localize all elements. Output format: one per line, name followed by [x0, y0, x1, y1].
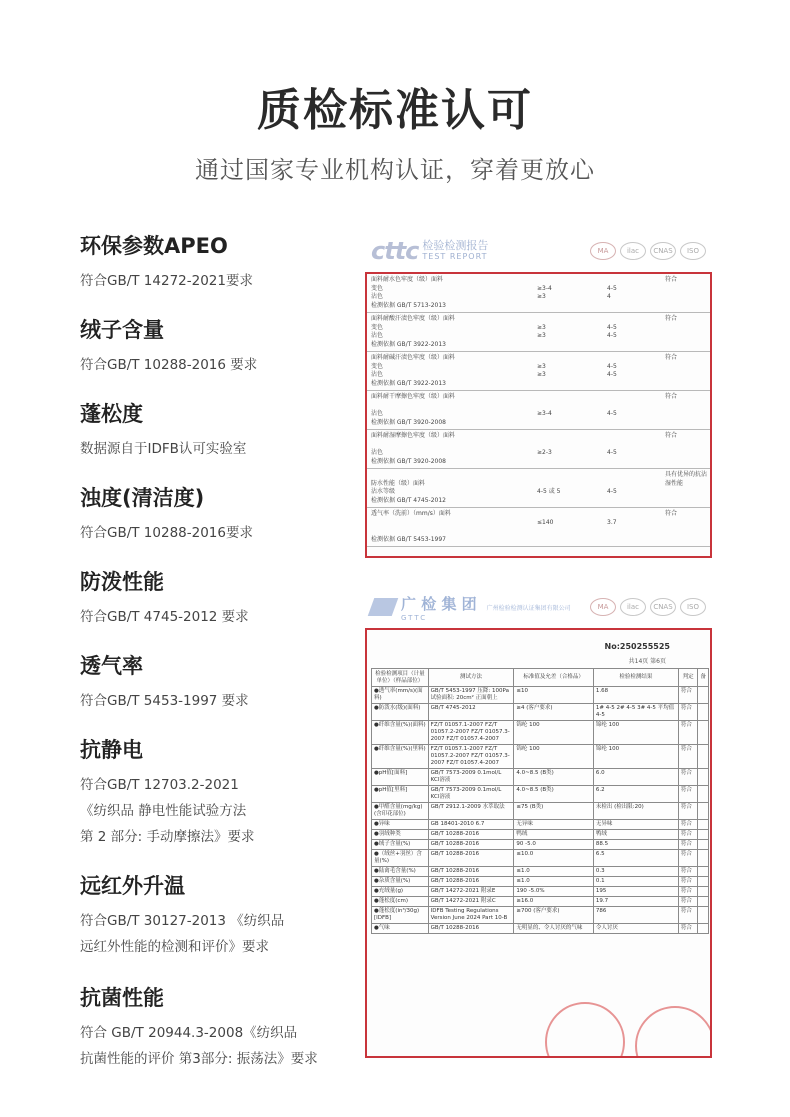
report-cell: 4-5 [607, 488, 617, 495]
table-cell: 符合 [678, 786, 698, 803]
table-cell: 符合 [678, 704, 698, 721]
table-cell: ●蓬松度(cm) [372, 897, 429, 907]
report-cell: ≥3-4 [537, 284, 552, 292]
table-cell: GB/T 14272-2021 附录E [428, 887, 514, 897]
report-cell: 面料耐酸汗渍色牢度（级）面料 [371, 315, 456, 322]
ilac-seal-icon: ilac [620, 598, 646, 616]
cttc-logo: cttc [371, 237, 419, 265]
table-cell: 鸭绒 [514, 830, 594, 840]
table-cell [698, 820, 709, 830]
report-cell: ≥2-3 [537, 449, 552, 456]
spec-desc: 符合 GB/T 20944.3-2008《纺织品 抗菌性能的评价 第3部分: 振荡法》要求 [80, 1025, 318, 1067]
table-cell: ●甲醛含量(mg/kg)(含印花部位) [372, 803, 429, 820]
table-cell [698, 830, 709, 840]
report-cell: 4 [607, 293, 611, 300]
report-cell: 符合 [665, 276, 678, 283]
report-cell: 变色 [371, 323, 384, 331]
table-row [372, 850, 709, 867]
page-title: 质检标准认可 [257, 85, 533, 136]
report-section [367, 391, 710, 430]
spec-item [80, 232, 360, 294]
report-number: No:250255525 [604, 642, 670, 651]
table-header: 判定 [678, 669, 698, 687]
table-cell: ●纤维含量(%)(里料) [372, 745, 429, 769]
report-cell: 面料耐碱汗渍色牢度（级）面料 [371, 354, 456, 361]
table-cell [698, 769, 709, 786]
report-highlight-frame [365, 628, 712, 1058]
table-cell: GB 18401-2010 6.7 [428, 820, 514, 830]
spec-title: 环保参数APEO [80, 234, 228, 258]
spec-item [80, 872, 360, 960]
table-cell: 符合 [678, 820, 698, 830]
spec-item [80, 316, 360, 378]
table-cell: ●防泼水(级)(面料) [372, 704, 429, 721]
table-row [372, 840, 709, 850]
table-cell: 19.7 [593, 897, 678, 907]
report-section [367, 508, 710, 547]
table-row [372, 924, 709, 934]
table-header: 检验检测项目（计量单位）（样品部位） [372, 669, 429, 687]
report-cell: 透气率（洗前）（mm/s）面料 [371, 510, 451, 517]
table-cell: 未检出 (检出限:20) [593, 803, 678, 820]
spec-desc: 符合GB/T 12703.2-2021 《纺织品 静电性能试验方法 第 2 部分: 手动摩擦法》要求 [80, 777, 255, 845]
table-cell: ●杂质含量(%) [372, 877, 429, 887]
report-cell: 沾水等级 [371, 488, 396, 495]
report-cell: 检测依据 GB/T 5453-1997 [371, 535, 446, 543]
table-cell: 符合 [678, 877, 698, 887]
table-cell: 195 [593, 887, 678, 897]
table-cell: 无异味 [514, 820, 594, 830]
table-cell: ●pH值[面料] [372, 769, 429, 786]
table-cell: GB/T 7573-2009 0.1mol/L KCl溶液 [428, 769, 514, 786]
table-cell: 88.5 [593, 840, 678, 850]
spec-title: 绒子含量 [80, 318, 164, 342]
gttc-logo: 广 检 集 团 GTTC [401, 594, 477, 622]
spec-desc: 数据源自于IDFB认可实验室 [80, 441, 247, 457]
report-cell: ≤140 [537, 518, 554, 526]
report-section [367, 313, 710, 352]
cert-logos [590, 242, 712, 260]
table-cell: 符合 [678, 924, 698, 934]
report-cell: ≥3-4 [537, 410, 552, 417]
table-cell [698, 850, 709, 867]
report-cell: 符合 [665, 354, 678, 361]
iso-seal-icon: ISO [680, 242, 706, 260]
report-cell: 沾色 [371, 410, 384, 417]
table-cell: GB/T 5453-1997 压降: 100Pa 试验面积: 20cm² 正面朝上 [428, 687, 514, 704]
table-cell: ●透气率(mm/s)(面料) [372, 687, 429, 704]
table-cell: 符合 [678, 887, 698, 897]
gttc-company-name: 广州检验检测认证集团有限公司 [486, 604, 571, 612]
report-highlight-frame [365, 272, 712, 558]
table-cell: ●pH值[里料] [372, 786, 429, 803]
spec-desc: 符合GB/T 30127-2013 《纺织品 远红外性能的检测和评价》要求 [80, 913, 285, 955]
report-cell: 符合 [665, 315, 678, 322]
report-cell: 沾色 [371, 371, 384, 378]
spec-title: 防泼性能 [80, 570, 164, 594]
table-cell: GB/T 10288-2016 [428, 877, 514, 887]
table-cell: ≤1.0 [514, 877, 594, 887]
table-cell: ●羽绒种类 [372, 830, 429, 840]
spec-title: 浊度(清洁度) [80, 486, 205, 510]
table-cell: GB/T 10288-2016 [428, 867, 514, 877]
table-cell: GB/T 7573-2009 0.1mol/L KCl溶液 [428, 786, 514, 803]
table-cell: GB/T 10288-2016 [428, 850, 514, 867]
report-page: 共14页 第6页 [628, 658, 666, 665]
report-cell: 4-5 [607, 323, 617, 331]
table-row [372, 897, 709, 907]
red-seal-stamp-icon [545, 1002, 625, 1058]
report-cell: 4-5 [607, 410, 617, 417]
table-cell: 符合 [678, 745, 698, 769]
table-cell [698, 897, 709, 907]
red-seal-stamp-icon [635, 1006, 712, 1058]
report-cell: ≥3 [537, 362, 546, 370]
report-cell: 变色 [371, 362, 384, 370]
report-cell: 变色 [371, 284, 384, 292]
table-cell: ●绒子含量(%) [372, 840, 429, 850]
table-cell: GB/T 14272-2021 附录C [428, 897, 514, 907]
table-cell [698, 687, 709, 704]
table-header: 测试方法 [428, 669, 514, 687]
cma-seal-icon: MA [590, 598, 616, 616]
report-section [367, 274, 710, 313]
table-cell: ●蓬松度(in³/30g)[IDFB] [372, 907, 429, 924]
table-cell: ≥4 (客户要求) [514, 704, 594, 721]
table-cell [698, 867, 709, 877]
spec-item [80, 484, 360, 546]
table-cell [698, 704, 709, 721]
report-cell: 4-5 [607, 362, 617, 370]
gttc-logo-icon [368, 598, 399, 616]
table-cell: GB/T 10288-2016 [428, 830, 514, 840]
table-cell: 0.3 [593, 867, 678, 877]
table-cell: 锦纶 100 [593, 721, 678, 745]
report-cell: 检测依据 GB/T 3920-2008 [371, 457, 446, 465]
table-cell: ≥700 (客户要求) [514, 907, 594, 924]
table-cell: 符合 [678, 850, 698, 867]
table-cell: GB/T 10288-2016 [428, 924, 514, 934]
spec-desc: 符合GB/T 4745-2012 要求 [80, 609, 249, 625]
report-cell: 4-5 [607, 284, 617, 292]
table-cell: 无明显的、令人讨厌的气味 [514, 924, 594, 934]
table-row [372, 745, 709, 769]
report-cell: 4-5 [607, 449, 617, 456]
report-cell: 具有优异的抗沾湿性能 [665, 471, 708, 487]
table-row [372, 721, 709, 745]
table-cell: 符合 [678, 867, 698, 877]
table-header-row [372, 669, 709, 687]
report-cell: 检测依据 GB/T 3920-2008 [371, 418, 446, 426]
report-cell: 面料耐湿摩擦色牢度（级）面料 [371, 432, 456, 439]
table-cell: ●（绒丝+羽丝）含量(%) [372, 850, 429, 867]
table-row [372, 820, 709, 830]
table-cell: 符合 [678, 840, 698, 850]
report-cell: 符合 [665, 432, 678, 439]
report-cell: 检测依据 GB/T 3922-2013 [371, 340, 446, 348]
table-cell: GB/T 10288-2016 [428, 840, 514, 850]
table-cell: 4.0~8.5 (B类) [514, 786, 594, 803]
table-cell [698, 924, 709, 934]
table-cell: 无异味 [593, 820, 678, 830]
table-cell: ≤75 (B类) [514, 803, 594, 820]
report-cell: 沾色 [371, 332, 384, 339]
table-cell: ●纤维含量(%)(面料) [372, 721, 429, 745]
report-cell: 4-5 [607, 371, 617, 378]
iso-seal-icon: ISO [680, 598, 706, 616]
table-cell: ●陆禽毛含量(%) [372, 867, 429, 877]
table-cell [698, 803, 709, 820]
spec-title: 抗静电 [80, 738, 143, 762]
table-cell: 符合 [678, 897, 698, 907]
report-cell: ≥3 [537, 323, 546, 331]
table-row [372, 830, 709, 840]
report-cell: 面料耐水色牢度（级）面料 [371, 276, 444, 283]
report-cell: 3.7 [607, 518, 617, 526]
cert-logos [590, 598, 712, 616]
report-section [367, 352, 710, 391]
spec-item [80, 984, 360, 1072]
table-row [372, 786, 709, 803]
cma-seal-icon: MA [590, 242, 616, 260]
table-cell: 锦纶 100 [514, 745, 594, 769]
table-cell: IDFB Testing Regulations Version June 2024 Part 10-B [428, 907, 514, 924]
spec-desc: 符合GB/T 10288-2016 要求 [80, 357, 258, 373]
table-cell: FZ/T 01057.1-2007 FZ/T 01057.2-2007 FZ/T 01057.3-2007 FZ/T 01057.4-2007 [428, 721, 514, 745]
table-cell: 符合 [678, 721, 698, 745]
test-report-gttc [365, 588, 712, 1058]
table-cell: 4.0~8.5 (B类) [514, 769, 594, 786]
table-cell [698, 721, 709, 745]
ilac-seal-icon: ilac [620, 242, 646, 260]
table-cell [698, 877, 709, 887]
table-row [372, 769, 709, 786]
table-cell: 190 -5.0% [514, 887, 594, 897]
table-row [372, 887, 709, 897]
table-cell: 符合 [678, 687, 698, 704]
report-cell: 符合 [665, 393, 678, 400]
table-cell: ≤1.0 [514, 867, 594, 877]
table-header: 检验检测结果 [593, 669, 678, 687]
test-report-cttc [365, 230, 712, 560]
spec-title: 透气率 [80, 654, 143, 678]
table-row [372, 907, 709, 924]
spec-item [80, 400, 360, 462]
table-cell: ●充绒量(g) [372, 887, 429, 897]
spec-item [80, 568, 360, 630]
table-cell: 符合 [678, 830, 698, 840]
table-cell: 锦纶 100 [514, 721, 594, 745]
table-cell: ≥16.0 [514, 897, 594, 907]
table-cell: 0.1 [593, 877, 678, 887]
report-cell: 检测依据 GB/T 3922-2013 [371, 379, 446, 387]
report-cell: ≥3 [537, 371, 546, 378]
spec-title: 蓬松度 [80, 402, 143, 426]
report-cell: 沾色 [371, 449, 384, 456]
table-cell: ≤10 [514, 687, 594, 704]
table-cell [698, 786, 709, 803]
table-cell: 6.5 [593, 850, 678, 867]
report-cell: ≥3 [537, 293, 546, 300]
table-cell: FZ/T 01057.1-2007 FZ/T 01057.2-2007 FZ/T 01057.3-2007 FZ/T 01057.4-2007 [428, 745, 514, 769]
report-section [367, 430, 710, 469]
report-cell: 防水性能（级）面料 [371, 479, 426, 487]
table-row [372, 877, 709, 887]
table-header: 标准值及允差（合格品） [514, 669, 594, 687]
table-cell [698, 840, 709, 850]
table-cell: 锦纶 100 [593, 745, 678, 769]
table-header: 备 [698, 669, 709, 687]
table-cell: GB/T 2912.1-2009 水萃取法 [428, 803, 514, 820]
report-cell: 4-5 [607, 332, 617, 339]
table-cell: 90 -5.0 [514, 840, 594, 850]
report-header [365, 230, 712, 272]
table-row [372, 803, 709, 820]
spec-title: 远红外升温 [80, 874, 185, 898]
spec-item [80, 736, 360, 850]
table-cell: 786 [593, 907, 678, 924]
table-cell: 符合 [678, 803, 698, 820]
table-cell: GB/T 4745-2012 [428, 704, 514, 721]
table-cell: ●气味 [372, 924, 429, 934]
spec-desc: 符合GB/T 5453-1997 要求 [80, 693, 249, 709]
table-cell: 符合 [678, 907, 698, 924]
table-row [372, 867, 709, 877]
report-cell: 4-5 或 5 [537, 488, 561, 495]
report-cell: 检测依据 GB/T 5713-2013 [371, 301, 446, 309]
spec-desc: 符合GB/T 10288-2016要求 [80, 525, 253, 541]
table-cell: 符合 [678, 769, 698, 786]
table-row [372, 687, 709, 704]
report-header [365, 588, 712, 626]
page-subtitle: 通过国家专业机构认证，穿着更放心 [195, 156, 595, 184]
report-cell: ≥3 [537, 332, 546, 339]
report-cell: 检测依据 GB/T 4745-2012 [371, 496, 446, 504]
report-cell: 符合 [665, 510, 678, 517]
report-cell: 面料耐干摩擦色牢度（级）面料 [371, 393, 456, 400]
table-cell: 鸭绒 [593, 830, 678, 840]
table-cell [698, 745, 709, 769]
table-cell: 1.68 [593, 687, 678, 704]
report-table [371, 668, 709, 934]
report-logo-text: 检验检测报告 TEST REPORT [422, 239, 489, 261]
table-cell: ●异味 [372, 820, 429, 830]
table-cell: ≤10.0 [514, 850, 594, 867]
table-cell: 6.0 [593, 769, 678, 786]
table-cell [698, 887, 709, 897]
cnas-seal-icon: CNAS [650, 242, 676, 260]
table-cell: 令人讨厌 [593, 924, 678, 934]
cnas-seal-icon: CNAS [650, 598, 676, 616]
report-section [367, 469, 710, 508]
spec-desc: 符合GB/T 14272-2021要求 [80, 273, 253, 289]
report-cell: 沾色 [371, 293, 384, 300]
spec-item [80, 652, 360, 714]
table-cell: 1# 4-5 2# 4-5 3# 4-5 平均值 4-5 [593, 704, 678, 721]
table-row [372, 704, 709, 721]
table-cell [698, 907, 709, 924]
table-cell: 6.2 [593, 786, 678, 803]
spec-title: 抗菌性能 [80, 986, 164, 1010]
